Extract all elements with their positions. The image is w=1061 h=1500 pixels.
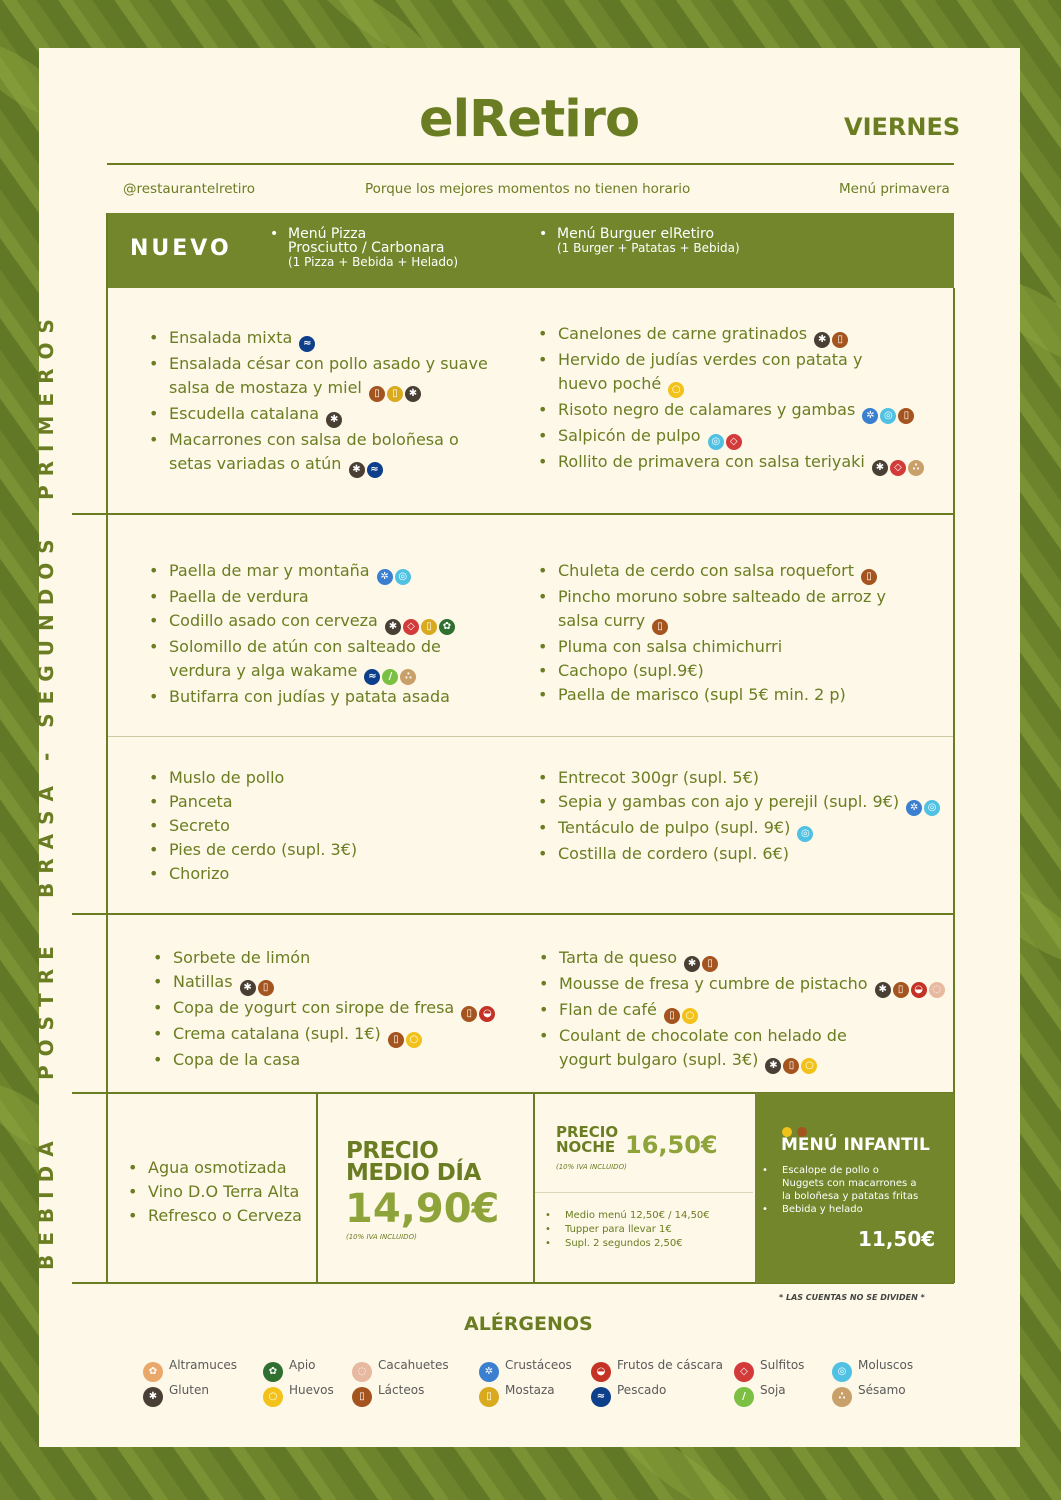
dish-item: • Mousse de fresa y cumbre de pistacho ✱ ▯ ◒ ◌ — [559, 972, 945, 998]
lacteos-icon: ▯ — [369, 386, 385, 402]
dish-item: • Costilla de cordero (supl. 6€) — [558, 842, 940, 866]
bebida-list — [148, 1156, 302, 1228]
dish-item: • Paella de mar y montaña ✲ ◎ — [169, 559, 455, 585]
mostaza-icon: ▯ — [479, 1387, 499, 1407]
note-item: • Supl. 2 segundos 2,50€ — [565, 1237, 710, 1251]
dish-item-continued: salsa curry ▯ — [558, 609, 886, 635]
huevos-icon: ○ — [668, 382, 684, 398]
dish-item: • Flan de café ▯ ○ — [559, 998, 945, 1024]
dish-item-continued: verdura y alga wakame ≈ / ∴ — [169, 659, 455, 685]
moluscos-icon: ◎ — [395, 569, 411, 585]
dish-item: • Secreto — [169, 814, 357, 838]
legend-item: ✿ Apio — [263, 1357, 316, 1382]
gluten-icon: ✱ — [143, 1387, 163, 1407]
cacahuetes-icon: ◌ — [929, 982, 945, 998]
nuevo-item-detail: (1 Burger + Patatas + Bebida) — [557, 241, 740, 255]
dish-item: • Coulant de chocolate con helado de — [559, 1024, 945, 1048]
section-label-bebida: BEBIDA — [34, 1132, 58, 1270]
legend-item: ○ Huevos — [263, 1382, 334, 1407]
gluten-icon: ✱ — [765, 1058, 781, 1074]
dish-item: • Rollito de primavera con salsa teriyaki ✱ ◇ ∴ — [558, 450, 924, 476]
menu-type: Menú primavera — [839, 181, 950, 197]
legend-item: ∴ Sésamo — [832, 1382, 906, 1407]
lacteos-icon: ▯ — [664, 1008, 680, 1024]
subsection-divider — [107, 736, 954, 737]
nuevo-item — [557, 227, 740, 255]
gluten-icon: ✱ — [684, 956, 700, 972]
segundos-left-list — [169, 559, 455, 709]
dish-item: • Copa de la casa — [173, 1048, 495, 1072]
brasa-right-list — [558, 766, 940, 866]
moluscos-icon: ◎ — [924, 800, 940, 816]
sulfitos-icon: ◇ — [403, 619, 419, 635]
dish-item: • Risoto negro de calamares y gambas ✲ ◎ ▯ — [558, 398, 924, 424]
moluscos-icon: ◎ — [708, 434, 724, 450]
dish-item: • Sepia y gambas con ajo y perejil (supl. 9€) ✲ ◎ — [558, 790, 940, 816]
dish-item: • Tentáculo de pulpo (supl. 9€) ◎ — [558, 816, 940, 842]
dish-item-continued: huevo poché ○ — [558, 372, 924, 398]
infantil-item: • Escalope de pollo o Nuggets con macarrones a la boloñesa y patatas fritas — [782, 1164, 918, 1203]
gluten-icon: ✱ — [872, 460, 888, 476]
frutos-cascara-icon: ◒ — [479, 1006, 495, 1022]
primeros-right-list — [558, 322, 924, 476]
apio-icon: ✿ — [439, 619, 455, 635]
dish-item: • Tarta de queso ✱ ▯ — [559, 946, 945, 972]
cacahuetes-icon: ◌ — [352, 1362, 372, 1382]
gluten-icon: ✱ — [326, 412, 342, 428]
lacteos-icon: ▯ — [352, 1387, 372, 1407]
legend-item: ◌ Cacahuetes — [352, 1357, 449, 1382]
dish-item-continued: salsa de mostaza y miel ▯ ▯ ✱ — [169, 376, 488, 402]
dish-item: • Paella de marisco (supl 5€ min. 2 p) — [558, 683, 886, 707]
header-divider — [107, 163, 954, 165]
dish-item: • Muslo de pollo — [169, 766, 357, 790]
precio-noche-value: 16,50€ — [625, 1131, 718, 1159]
instagram-handle: @restaurantelretiro — [123, 181, 256, 197]
segundos-right-list — [558, 559, 886, 707]
dish-item: • Copa de yogurt con sirope de fresa ▯ ◒ — [173, 996, 495, 1022]
legend-item: ◇ Sulfitos — [734, 1357, 804, 1382]
note-item: • Tupper para llevar 1€ — [565, 1223, 710, 1237]
lacteos-icon: ▯ — [783, 1058, 799, 1074]
postre-right-list — [559, 946, 945, 1074]
alergenos-title: ALÉRGENOS — [464, 1313, 593, 1335]
crustaceos-icon: ✲ — [862, 408, 878, 424]
crustaceos-icon: ✲ — [906, 800, 922, 816]
pescado-icon: ≈ — [299, 336, 315, 352]
primeros-left-list — [169, 326, 488, 478]
brasa-left-list — [169, 766, 357, 886]
pescado-icon: ≈ — [364, 669, 380, 685]
legend-item: ✲ Crustáceos — [479, 1357, 572, 1382]
precio-noche-notes — [565, 1209, 710, 1251]
dish-item: • Ensalada césar con pollo asado y suave — [169, 352, 488, 376]
gluten-icon: ✱ — [349, 462, 365, 478]
precio-dia-label: PRECIO MEDIO DÍA — [346, 1138, 481, 1186]
dish-item: • Chorizo — [169, 862, 357, 886]
drink-item: • Vino D.O Terra Alta — [148, 1180, 302, 1204]
section-label-primeros: PRIMEROS — [34, 310, 58, 500]
lacteos-icon: ▯ — [832, 332, 848, 348]
nuevo-item-subtitle: Prosciutto / Carbonara — [288, 240, 445, 256]
soja-icon: / — [734, 1387, 754, 1407]
moluscos-icon: ◎ — [832, 1362, 852, 1382]
gluten-icon: ✱ — [385, 619, 401, 635]
mostaza-icon: ▯ — [387, 386, 403, 402]
dish-item: • Sorbete de limón — [173, 946, 495, 970]
dish-item: • Canelones de carne gratinados ✱ ▯ — [558, 322, 924, 348]
gluten-icon: ✱ — [814, 332, 830, 348]
legend-item: ◎ Moluscos — [832, 1357, 913, 1382]
pescado-icon: ≈ — [591, 1387, 611, 1407]
day-label: VIERNES — [844, 113, 961, 141]
dish-item: • Natillas ✱ ▯ — [173, 970, 495, 996]
menu-infantil-price: 11,50€ — [858, 1227, 936, 1251]
dish-item: • Cachopo (supl.9€) — [558, 659, 886, 683]
legend-item: ▯ Mostaza — [479, 1382, 555, 1407]
dish-item: • Pies de cerdo (supl. 3€) — [169, 838, 357, 862]
grid-line — [106, 213, 108, 1283]
nuevo-item — [288, 227, 458, 269]
frutos-cascara-icon: ◒ — [911, 982, 927, 998]
legend-item: ▯ Lácteos — [352, 1382, 424, 1407]
dish-item: • Codillo asado con cerveza ✱ ◇ ▯ ✿ — [169, 609, 455, 635]
nuevo-item-title: • Menú Burguer elRetiro — [557, 226, 715, 242]
dish-item: • Crema catalana (supl. 1€) ▯ ○ — [173, 1022, 495, 1048]
menu-infantil-box — [755, 1093, 954, 1283]
dish-item: • Chuleta de cerdo con salsa roquefort ▯ — [558, 559, 886, 585]
legend-item: ✱ Gluten — [143, 1382, 209, 1407]
nuevo-label: NUEVO — [130, 236, 232, 261]
pescado-icon: ≈ — [367, 462, 383, 478]
precio-noche-divider — [535, 1192, 753, 1193]
altramuces-icon: ✿ — [143, 1362, 163, 1382]
dish-item: • Hervido de judías verdes con patata y — [558, 348, 924, 372]
section-label-segundos: BRASA - SEGUNDOS — [34, 530, 58, 898]
mostaza-icon: ▯ — [421, 619, 437, 635]
moluscos-icon: ◎ — [880, 408, 896, 424]
dish-item: • Salpicón de pulpo ◎ ◇ — [558, 424, 924, 450]
lacteos-icon: ▯ — [898, 408, 914, 424]
frutos-cascara-icon: ◒ — [591, 1362, 611, 1382]
apio-icon: ✿ — [263, 1362, 283, 1382]
lacteos-icon: ▯ — [461, 1006, 477, 1022]
dish-item: • Butifarra con judías y patata asada — [169, 685, 455, 709]
precio-noche-label: PRECIO NOCHE — [556, 1123, 619, 1156]
section-divider — [72, 913, 954, 915]
section-divider — [72, 513, 954, 515]
dish-item: • Pluma con salsa chimichurri — [558, 635, 886, 659]
lacteos-icon: ▯ — [258, 980, 274, 996]
lacteos-icon: ▯ — [893, 982, 909, 998]
dish-item: • Panceta — [169, 790, 357, 814]
grid-line — [316, 1093, 318, 1283]
grid-line — [533, 1093, 535, 1283]
dish-item: • Pincho moruno sobre salteado de arroz y — [558, 585, 886, 609]
legend-item: ◒ Frutos de cáscara — [591, 1357, 723, 1382]
dish-item: • Macarrones con salsa de boloñesa o — [169, 428, 488, 452]
sulfitos-icon: ◇ — [726, 434, 742, 450]
dish-item-continued: setas variadas o atún ✱ ≈ — [169, 452, 488, 478]
gluten-icon: ✱ — [405, 386, 421, 402]
precio-dia-iva: (10% IVA INCLUIDO) — [346, 1233, 417, 1241]
nuevo-banner — [107, 213, 954, 288]
lacteos-icon: ▯ — [702, 956, 718, 972]
moluscos-icon: ◎ — [797, 826, 813, 842]
crustaceos-icon: ✲ — [479, 1362, 499, 1382]
legend-item: / Soja — [734, 1382, 786, 1407]
crustaceos-icon: ✲ — [377, 569, 393, 585]
sesamo-icon: ∴ — [832, 1387, 852, 1407]
sulfitos-icon: ◇ — [734, 1362, 754, 1382]
soja-icon: / — [382, 669, 398, 685]
precio-dia-value: 14,90€ — [345, 1186, 500, 1232]
tagline: Porque los mejores momentos no tienen horario — [365, 181, 691, 197]
drink-item: • Agua osmotizada — [148, 1156, 302, 1180]
brand-logo: elRetiro — [419, 90, 639, 149]
dish-item: • Solomillo de atún con salteado de — [169, 635, 455, 659]
dish-item-continued: yogurt bulgaro (supl. 3€) ✱ ▯ ○ — [559, 1048, 945, 1074]
huevos-icon: ○ — [406, 1032, 422, 1048]
nuevo-item-title: • Menú Pizza — [288, 226, 367, 242]
precio-noche-iva: (10% IVA INCLUIDO) — [556, 1163, 627, 1171]
note-item: • Medio menú 12,50€ / 14,50€ — [565, 1209, 710, 1223]
dish-item: • Ensalada mixta ≈ — [169, 326, 488, 352]
dish-item: • Paella de verdura — [169, 585, 455, 609]
huevos-icon: ○ — [263, 1387, 283, 1407]
huevos-icon: ○ — [682, 1008, 698, 1024]
lacteos-icon: ▯ — [861, 569, 877, 585]
cuentas-note: * LAS CUENTAS NO SE DIVIDEN * — [779, 1293, 925, 1302]
legend-item: ≈ Pescado — [591, 1382, 666, 1407]
sesamo-icon: ∴ — [400, 669, 416, 685]
drink-item: • Refresco o Cerveza — [148, 1204, 302, 1228]
sulfitos-icon: ◇ — [890, 460, 906, 476]
infantil-item: • Bebida y helado — [782, 1203, 918, 1216]
dish-item: • Escudella catalana ✱ — [169, 402, 488, 428]
section-label-postre: POSTRE — [34, 937, 58, 1080]
gluten-icon: ✱ — [240, 980, 256, 996]
postre-left-list — [173, 946, 495, 1072]
dish-item: • Entrecot 300gr (supl. 5€) — [558, 766, 940, 790]
nuevo-item-detail: (1 Pizza + Bebida + Helado) — [288, 255, 459, 269]
menu-infantil-items — [782, 1164, 918, 1216]
lacteos-icon: ▯ — [652, 619, 668, 635]
legend-item: ✿ Altramuces — [143, 1357, 237, 1382]
menu-infantil-title: MENÚ INFANTIL — [781, 1135, 930, 1155]
lacteos-icon: ▯ — [388, 1032, 404, 1048]
sesamo-icon: ∴ — [908, 460, 924, 476]
gluten-icon: ✱ — [875, 982, 891, 998]
huevos-icon: ○ — [801, 1058, 817, 1074]
